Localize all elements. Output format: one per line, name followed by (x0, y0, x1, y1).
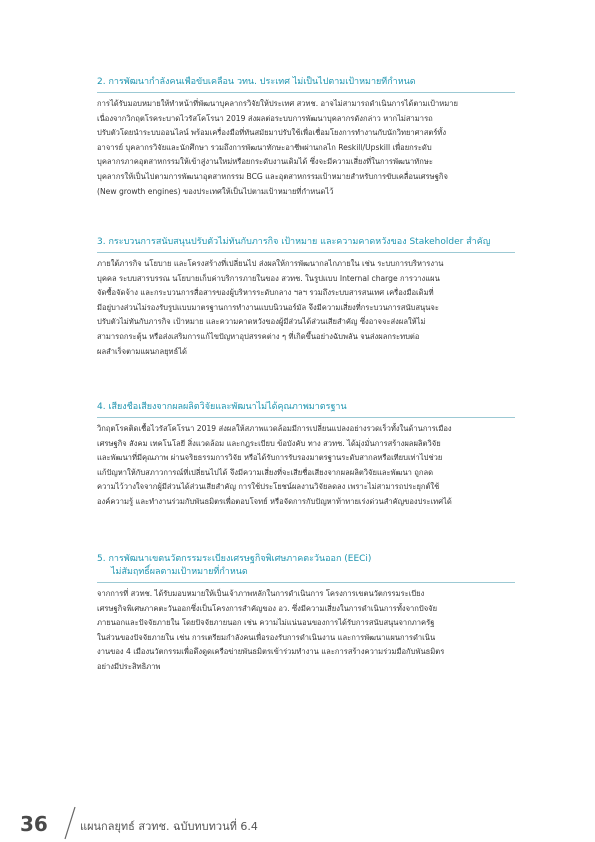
section-heading (97, 401, 515, 418)
body-line: บุคลากรภาคอุตสาหกรรมให้เข้าสู่งานใหม่หรือยกระดับงานเดิมได้ ซึ่งจะมีความเสี่ยงที่ในการพัฒนาทักษะ (97, 157, 433, 167)
section-body (97, 97, 515, 199)
section-heading-text: 5. การพัฒนาเขตนวัตกรรมระเบียงเศรษฐกิจพิเศษภาคตะวันออก (EECi) (97, 554, 372, 564)
body-line: ภายใต้ภารกิจ นโยบาย และโครงสร้างที่เปลี่ยนไป ส่งผลให้การพัฒนากลไกภายใน เช่น ระบบการบริหารงาน (97, 259, 444, 268)
body-line: งานของ 4 เมืองนวัตกรรมเพื่อดึงดูดเครือข่ายพันธมิตรเข้าร่วมทำงาน และการสร้างความร่วมมือกับพันธมิตร (97, 647, 445, 657)
section-heading-text: 3. กระบวนการสนับสนุนปรับตัวไม่ทันกับภารกิจ เป้าหมาย และความคาดหวังของ Stakeholder สำคัญ (97, 237, 491, 247)
risk-section-3 (97, 236, 515, 359)
risk-section-2 (97, 76, 515, 199)
body-line: องค์ความรู้ และทำงานร่วมกับพันธมิตรเพื่อตอบโจทย์ หรือจัดการกับปัญหาท้าทายเร่งด่วนสำคัญของประเทศได้ (97, 496, 452, 506)
page-number: 36 (20, 812, 48, 836)
section-heading (97, 76, 515, 93)
section-heading-text: 4. เสี่ยงชื่อเสียงจากผลผลิตวิจัยและพัฒนาไม่ได้คุณภาพมาตรฐาน (97, 402, 347, 412)
section-body (97, 257, 515, 359)
body-line: มีอยู่บางส่วนไม่รองรับรูปแบบมาตรฐานการทำงานแบบนิวนอร์มัล จึงมีความเสี่ยงที่กระบวนการสนับสนุนจะ (97, 302, 439, 312)
section-heading (97, 236, 515, 253)
body-line: อาจารย์ บุคลากรวิจัยและนักศึกษา รวมถึงการพัฒนาทักษะอาชีพผ่านกลไก Reskill/Upskill เพื่อยกระดับ (97, 142, 432, 152)
body-line: บุคคล ระบบสารบรรณ นโยบายเก็บค่าบริการภายในของ สวทช. ในรูปแบบ Internal charge การวางแผน (97, 273, 440, 283)
section-heading (97, 553, 515, 583)
body-line: ปรับตัวโดยนำระบบออนไลน์ พร้อมเครื่องมือที่ทันสมัยมาปรับใช้เพื่อเชื่อมโยงการทำงานกับนักวิทยาศาสตร์ทั้ง (97, 128, 447, 138)
body-line: เนื่องจากวิกฤตโรคระบาดไวรัสโคโรนา 2019 ส่งผลต่อระบบการพัฒนาบุคลากรดังกล่าว หากไม่สามารถ (97, 113, 433, 123)
body-line: (New growth engines) ของประเทศให้เป็นไปตามเป้าหมายที่กำหนดไว้ (97, 186, 334, 196)
body-line: บุคลากรให้เป็นไปตามการพัฒนาอุตสาหกรรม BCG และอุตสาหกรรมเป้าหมายสำหรับการขับเคลื่อนเศรษฐกิจ (97, 171, 448, 181)
risk-section-4 (97, 401, 515, 510)
body-line: เศรษฐกิจ สังคม เทคโนโลยี สิ่งแวดล้อม และกฎระเบียบ ข้อบังคับ ทาง สวทช. ได้มุ่งมั่นการสร้างผลผลิตวิจัย (97, 438, 441, 448)
body-line: ภายนอกและปัจจัยภายใน โดยปัจจัยภายนอก เช่น ความไม่แน่นอนของการได้รับการสนับสนุนจากภาครัฐ (97, 618, 435, 628)
body-line: ในส่วนของปัจจัยภายใน เช่น การเตรียมกำลังคนเพื่อรองรับการดำเนินงาน และการพัฒนาแผนการดำเนิน (97, 632, 436, 642)
body-line: การได้รับมอบหมายให้ทำหน้าที่พัฒนาบุคลากรวิจัยให้ประเทศ สวทช. อาจไม่สามารถดำเนินการได้ตามเป้าหมาย (97, 99, 458, 108)
body-line: จัดซื้อจัดจ้าง และกระบวนการสื่อสารของผู้บริหารระดับกลาง ฯลฯ รวมถึงระบบสารสนเทศ เครื่องมือเดิมที่ (97, 288, 434, 298)
section-body (97, 587, 515, 675)
body-line: จากการที่ สวทช. ได้รับมอบหมายให้เป็นเจ้าภาพหลักในการดำเนินการ โครงการเขตนวัตกรรมระเบียง (97, 589, 425, 598)
body-line: วิกฤตโรคติดเชื้อไวรัสโคโรนา 2019 ส่งผลให้สภาพแวดล้อมมีการเปลี่ยนแปลงอย่างรวดเร็วทั้งในด้านการเมือง (97, 424, 452, 433)
page-footer (20, 812, 320, 836)
body-line: อย่างมีประสิทธิภาพ (97, 661, 161, 671)
section-body (97, 422, 515, 510)
body-line: และพัฒนาที่มีคุณภาพ ผ่านจริยธรรมการวิจัย หรือได้รับการรับรองมาตรฐานระดับสากลหรือเทียบเท่าไปช่วย (97, 453, 443, 463)
body-line: ความไว้วางใจจากผู้มีส่วนได้ส่วนเสียสำคัญ การใช้ประโยชน์ผลงานวิจัยลดลง เพราะไม่สามารถประยุกต์ใช้ (97, 482, 440, 492)
section-heading-line2: ไม่สัมฤทธิ์ผลตามเป้าหมายที่กำหนด (111, 567, 248, 577)
body-line: ผลสำเร็จตามแผนกลยุทธ์ได้ (97, 346, 187, 356)
section-heading-text: 2. การพัฒนากำลังคนเพื่อขับเคลื่อน วทน. ประเทศ ไม่เป็นไปตามเป้าหมายที่กำหนด (97, 77, 416, 87)
risk-section-5 (97, 553, 515, 675)
body-line: แก้ปัญหาให้กับสภาวการณ์ที่เปลี่ยนไปได้ จึงมีความเสี่ยงที่จะเสียชื่อเสียงจากผลผลิตวิจัยและพัฒนา ถูกลด (97, 467, 434, 477)
body-line: ปรับตัวไม่ทันกับภารกิจ เป้าหมาย และความคาดหวังของผู้มีส่วนได้ส่วนเสียสำคัญ ซึ่งอาจจะส่งผลให้ไม่ (97, 317, 426, 327)
body-line: สามารถกระตุ้น หรือส่งเสริมการแก้ไขปัญหาอุปสรรคต่าง ๆ ที่เกิดขึ้นอย่างฉับพลัน จนส่งผลกระทบต่อ (97, 331, 420, 341)
document-title: แผนกลยุทธ์ สวทช. ฉบับทบทวนที่ 6.4 (80, 820, 258, 833)
divider-slash-icon (63, 806, 77, 840)
body-line: เศรษฐกิจพิเศษภาคตะวันออกซึ่งเป็นโครงการสำคัญของ อว. ซึ่งมีความเสี่ยงในการดำเนินการทั้งจากปัจจัย (97, 603, 438, 613)
